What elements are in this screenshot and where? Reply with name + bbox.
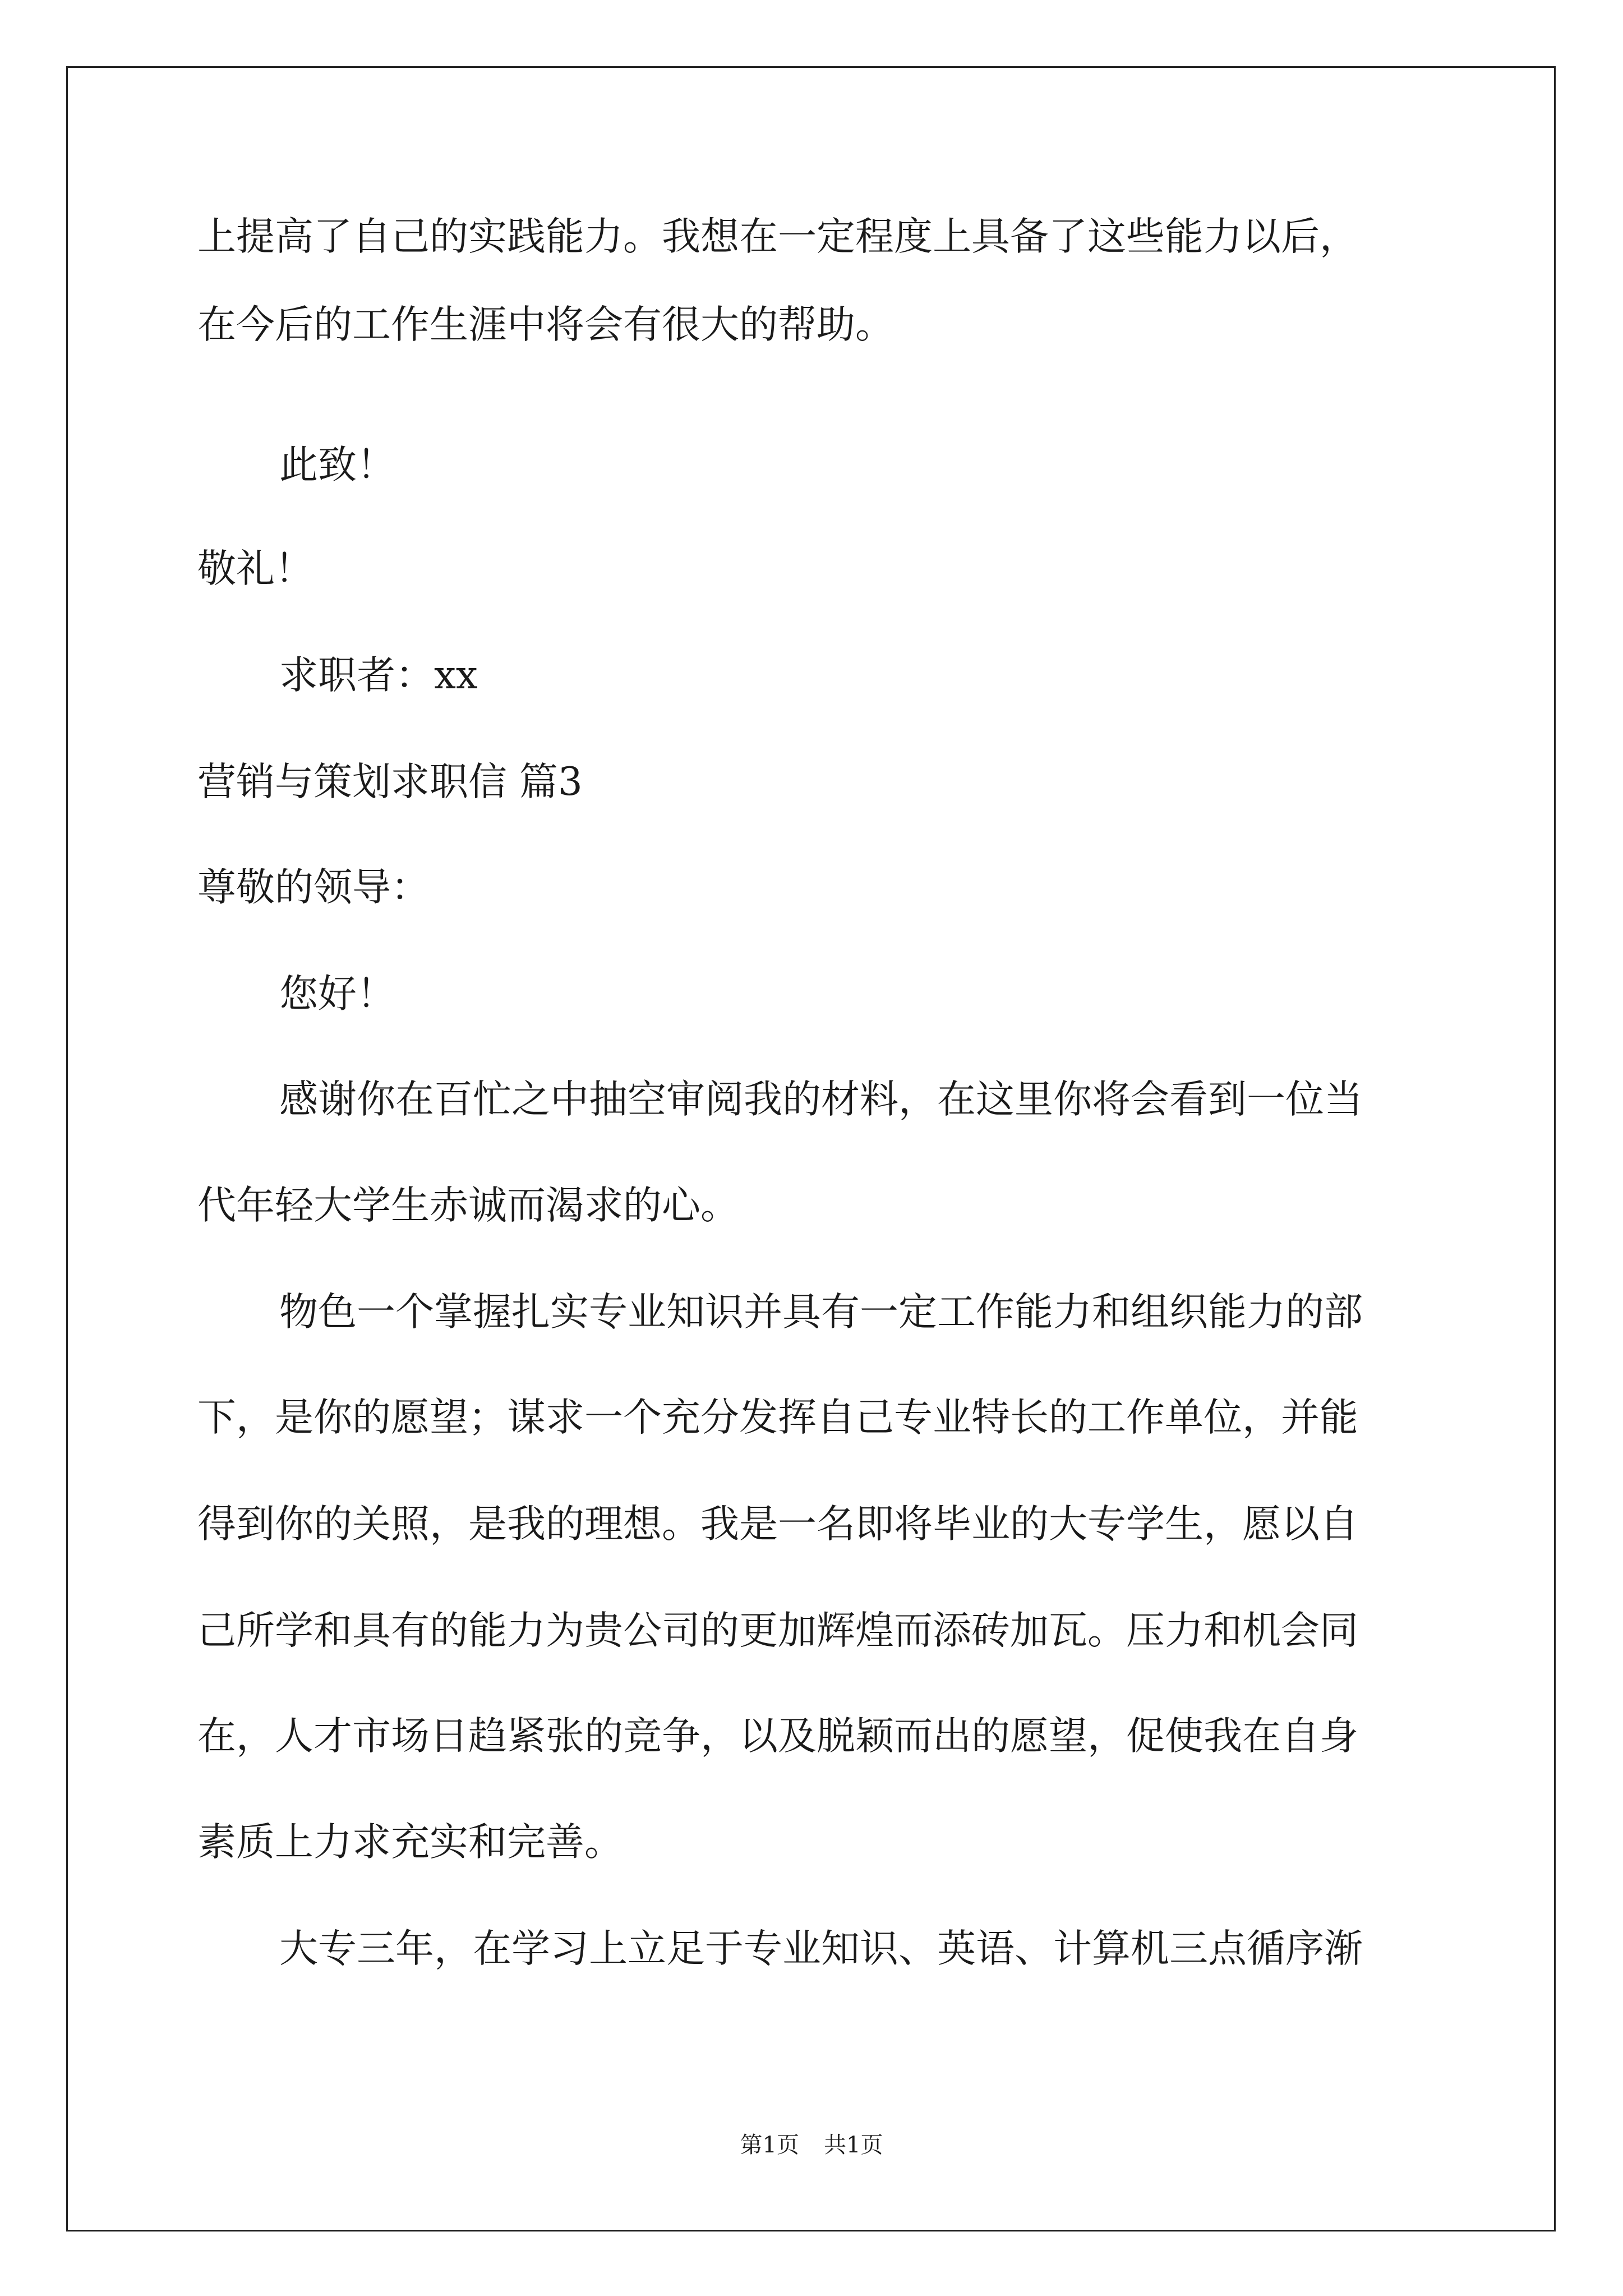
greeting-line: 尊敬的领导：	[197, 865, 430, 910]
salutation-line: 敬礼！	[197, 546, 313, 591]
text-line: 上提高了自己的实践能力。我想在一定程度上具备了这些能力以后，	[197, 214, 1358, 259]
closing-line: 此致！	[279, 443, 395, 487]
text-line: 感谢你在百忙之中抽空审阅我的材料，在这里你将会看到一位当	[279, 1077, 1363, 1122]
section-heading: 营销与策划求职信 篇3	[197, 760, 583, 804]
text-line: 在，人才市场日趋紧张的竞争，以及脱颖而出的愿望，促使我在自身	[197, 1714, 1358, 1759]
text-line: 代年轻大学生赤诚而渴求的心。	[197, 1183, 739, 1228]
text-line: 大专三年，在学习上立足于专业知识、英语、计算机三点循序渐	[279, 1926, 1363, 1971]
text-line: 己所学和具有的能力为贵公司的更加辉煌而添砖加瓦。压力和机会同	[197, 1608, 1358, 1653]
text-line: 下，是你的愿望；谋求一个充分发挥自己专业特长的工作单位，并能	[197, 1395, 1358, 1440]
signature-line: 求职者：xx	[279, 653, 478, 698]
page-number: 第1页	[740, 2132, 799, 2158]
text-line: 得到你的关照，是我的理想。我是一名即将毕业的大专学生，愿以自	[197, 1502, 1358, 1547]
page-total: 共1页	[824, 2132, 883, 2158]
page-footer	[0, 2127, 1623, 2159]
text-line: 素质上力求充实和完善。	[197, 1820, 623, 1865]
page-border	[66, 66, 1556, 2231]
text-line: 物色一个掌握扎实专业知识并具有一定工作能力和组织能力的部	[279, 1290, 1363, 1335]
greeting-line: 您好！	[279, 972, 395, 1016]
text-line: 在今后的工作生涯中将会有很大的帮助。	[197, 302, 894, 347]
